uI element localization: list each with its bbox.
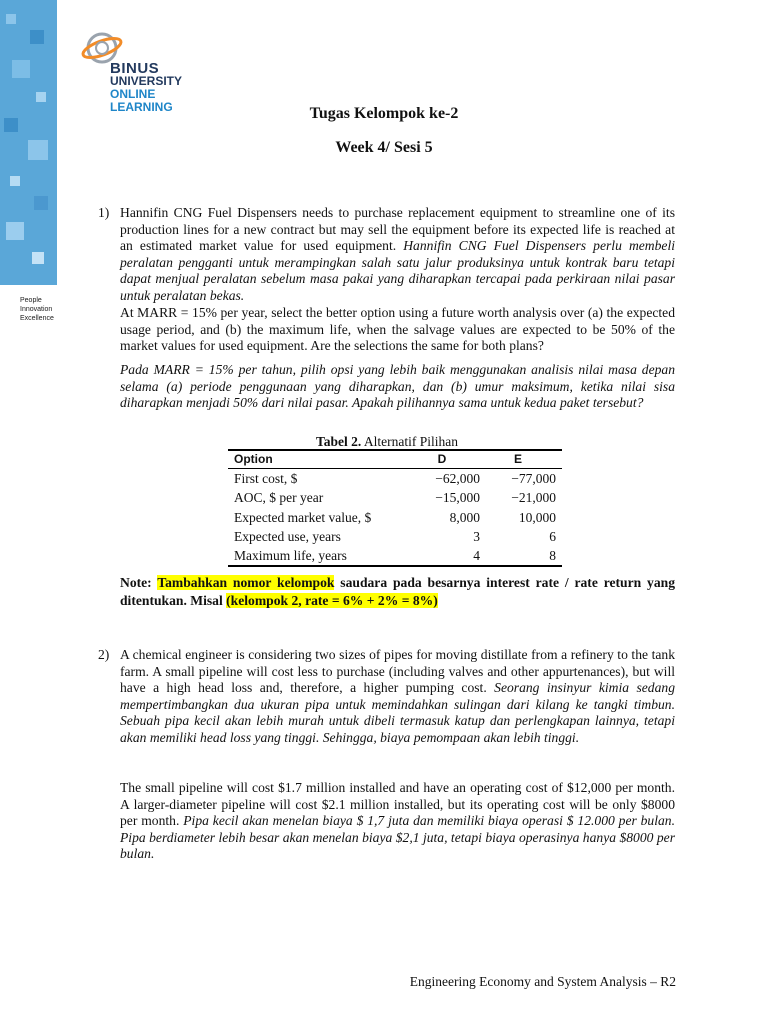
alternatives-table — [228, 449, 562, 567]
question-2-intro-id: Seorang insinyur kimia sedang mempertimbangkan dua ukuran pipa untuk memindahkan sulingan dari kilang ke tangki timbun. Sebuah pipa kecil akan lebih murah untuk dibeli termasuk katup dan perlengkapan lainnya, tetapi akan memiliki head loss yang tinggi. Sehingga, biaya pemompaan akan lebih tinggi. — [120, 680, 675, 745]
table-header-option: Option — [234, 452, 273, 466]
note-highlight-example: (kelompok 2, rate = 6% + 2% = 8%) — [226, 593, 438, 608]
tagline-innovation: Innovation — [20, 306, 53, 313]
table-cell: −15,000 — [435, 490, 480, 506]
table-cell: 4 — [473, 548, 480, 564]
table-caption-text: Alternatif Pilihan — [361, 434, 459, 449]
table-header-d: D — [437, 452, 447, 466]
logo-line-binus: BINUS — [110, 60, 160, 77]
note-label: Note: — [120, 575, 158, 590]
table-cell: Maximum life, years — [234, 548, 347, 564]
question-2-cost-en: The small pipeline will cost $1.7 million installed and have an operating cost of $12,000 per month. A larger-diameter pipeline will cost $2.1 million installed, but its operating cost will be only $8000 per month. — [120, 780, 675, 828]
table-row — [228, 546, 562, 565]
question-1-intro-en: Hannifin CNG Fuel Dispensers needs to purchase replacement equipment to streamline one of its production lines for a new contract but may sell the equipment before its expected life is reached at an estimated market value for used equipment. — [120, 205, 675, 253]
table-cell: 6 — [549, 528, 556, 544]
tagline-people: People — [20, 297, 42, 304]
table-cell: −77,000 — [511, 471, 556, 486]
logo-line-online: ONLINE — [110, 87, 156, 101]
table-cell: AOC, $ per year — [234, 490, 324, 506]
document-title: Tugas Kelompok ke-2 — [309, 105, 459, 122]
table-cell: −62,000 — [435, 471, 480, 486]
logo-line-university: UNIVERSITY — [110, 74, 183, 88]
table-row — [228, 527, 562, 546]
question-1-task-id-text: Pada MARR = 15% per tahun, pilih opsi yang lebih baik menggunakan analisis nilai masa depan selama (a) periode penggunaan yang diharapkan, dan (b) umur maksimum, ketika nilai sisa diharapkan menjadi 50% dari nilai pasar. Apakah pilihannya sama untuk kedua paket tersebut? — [120, 362, 675, 410]
question-2-number: 2) — [98, 647, 110, 662]
question-1-intro-id: Hannifin CNG Fuel Dispensers perlu membeli peralatan pengganti untuk merampingkan salah satu jalur produksinya untuk kontrak baru tetapi dapat menjual peralatan sebelum masa pakai yang diharapkan tercapai pada perkiraan nilai pasar untuk peralatan bekas. — [120, 238, 675, 303]
table-row — [228, 469, 562, 488]
table-row — [228, 508, 562, 527]
document-subtitle: Week 4/ Sesi 5 — [335, 139, 433, 156]
table-cell: 3 — [473, 528, 480, 544]
note-highlight-group-number: Tambahkan nomor kelompok — [157, 575, 335, 590]
page-footer: Engineering Economy and System Analysis – R2 — [409, 974, 676, 989]
table-cell: 8,000 — [449, 509, 480, 525]
table-cell: Expected use, years — [234, 528, 341, 544]
tagline-excellence: Excellence — [20, 315, 54, 322]
table-header-row — [228, 451, 562, 469]
table-row — [228, 488, 562, 507]
table-cell: −21,000 — [511, 490, 556, 506]
question-2-cost-id: Pipa kecil akan menelan biaya $ 1,7 juta dan memiliki biaya operasi $ 12.000 per bulan. Pipa berdiameter lebih besar akan menelan biaya $2,1 juta, tetapi biaya operasinya hanya $8000 per bulan. — [120, 813, 676, 861]
group-note — [120, 574, 675, 610]
question-1-task-id — [120, 362, 675, 412]
question-1-task-en: At MARR = 15% per year, select the better option using a future worth analysis over (a) the expected usage period, and (b) the maximum life, when the salvage values are expected to be 50% of the market values for used equipment. Are the selections the same for both plans? — [120, 305, 675, 353]
table-header-e: E — [513, 452, 522, 466]
table-cell: Expected market value, $ — [234, 509, 372, 525]
table-cell: 8 — [549, 548, 556, 564]
table-cell: 10,000 — [518, 509, 556, 525]
question-1-number: 1) — [98, 205, 110, 220]
tagline — [20, 296, 54, 323]
question-1-intro — [120, 205, 675, 304]
table-caption — [316, 434, 458, 450]
logo-line-learning: LEARNING — [110, 100, 173, 114]
question-2-cost — [120, 780, 675, 863]
question-2-intro — [120, 647, 675, 746]
note-text: saudara pada besarnya interest rate / rate return yang ditentukan. Misal — [120, 575, 675, 608]
table-caption-label: Tabel 2. — [316, 434, 362, 449]
table-cell: First cost, $ — [234, 471, 298, 486]
question-2-intro-en: A chemical engineer is considering two sizes of pipes for moving distillate from a refinery to the tank farm. A small pipeline will cost less to purchase (including valves and other appurtenances), but will have a high head loss and, therefore, a higher pumping cost. — [120, 647, 675, 695]
